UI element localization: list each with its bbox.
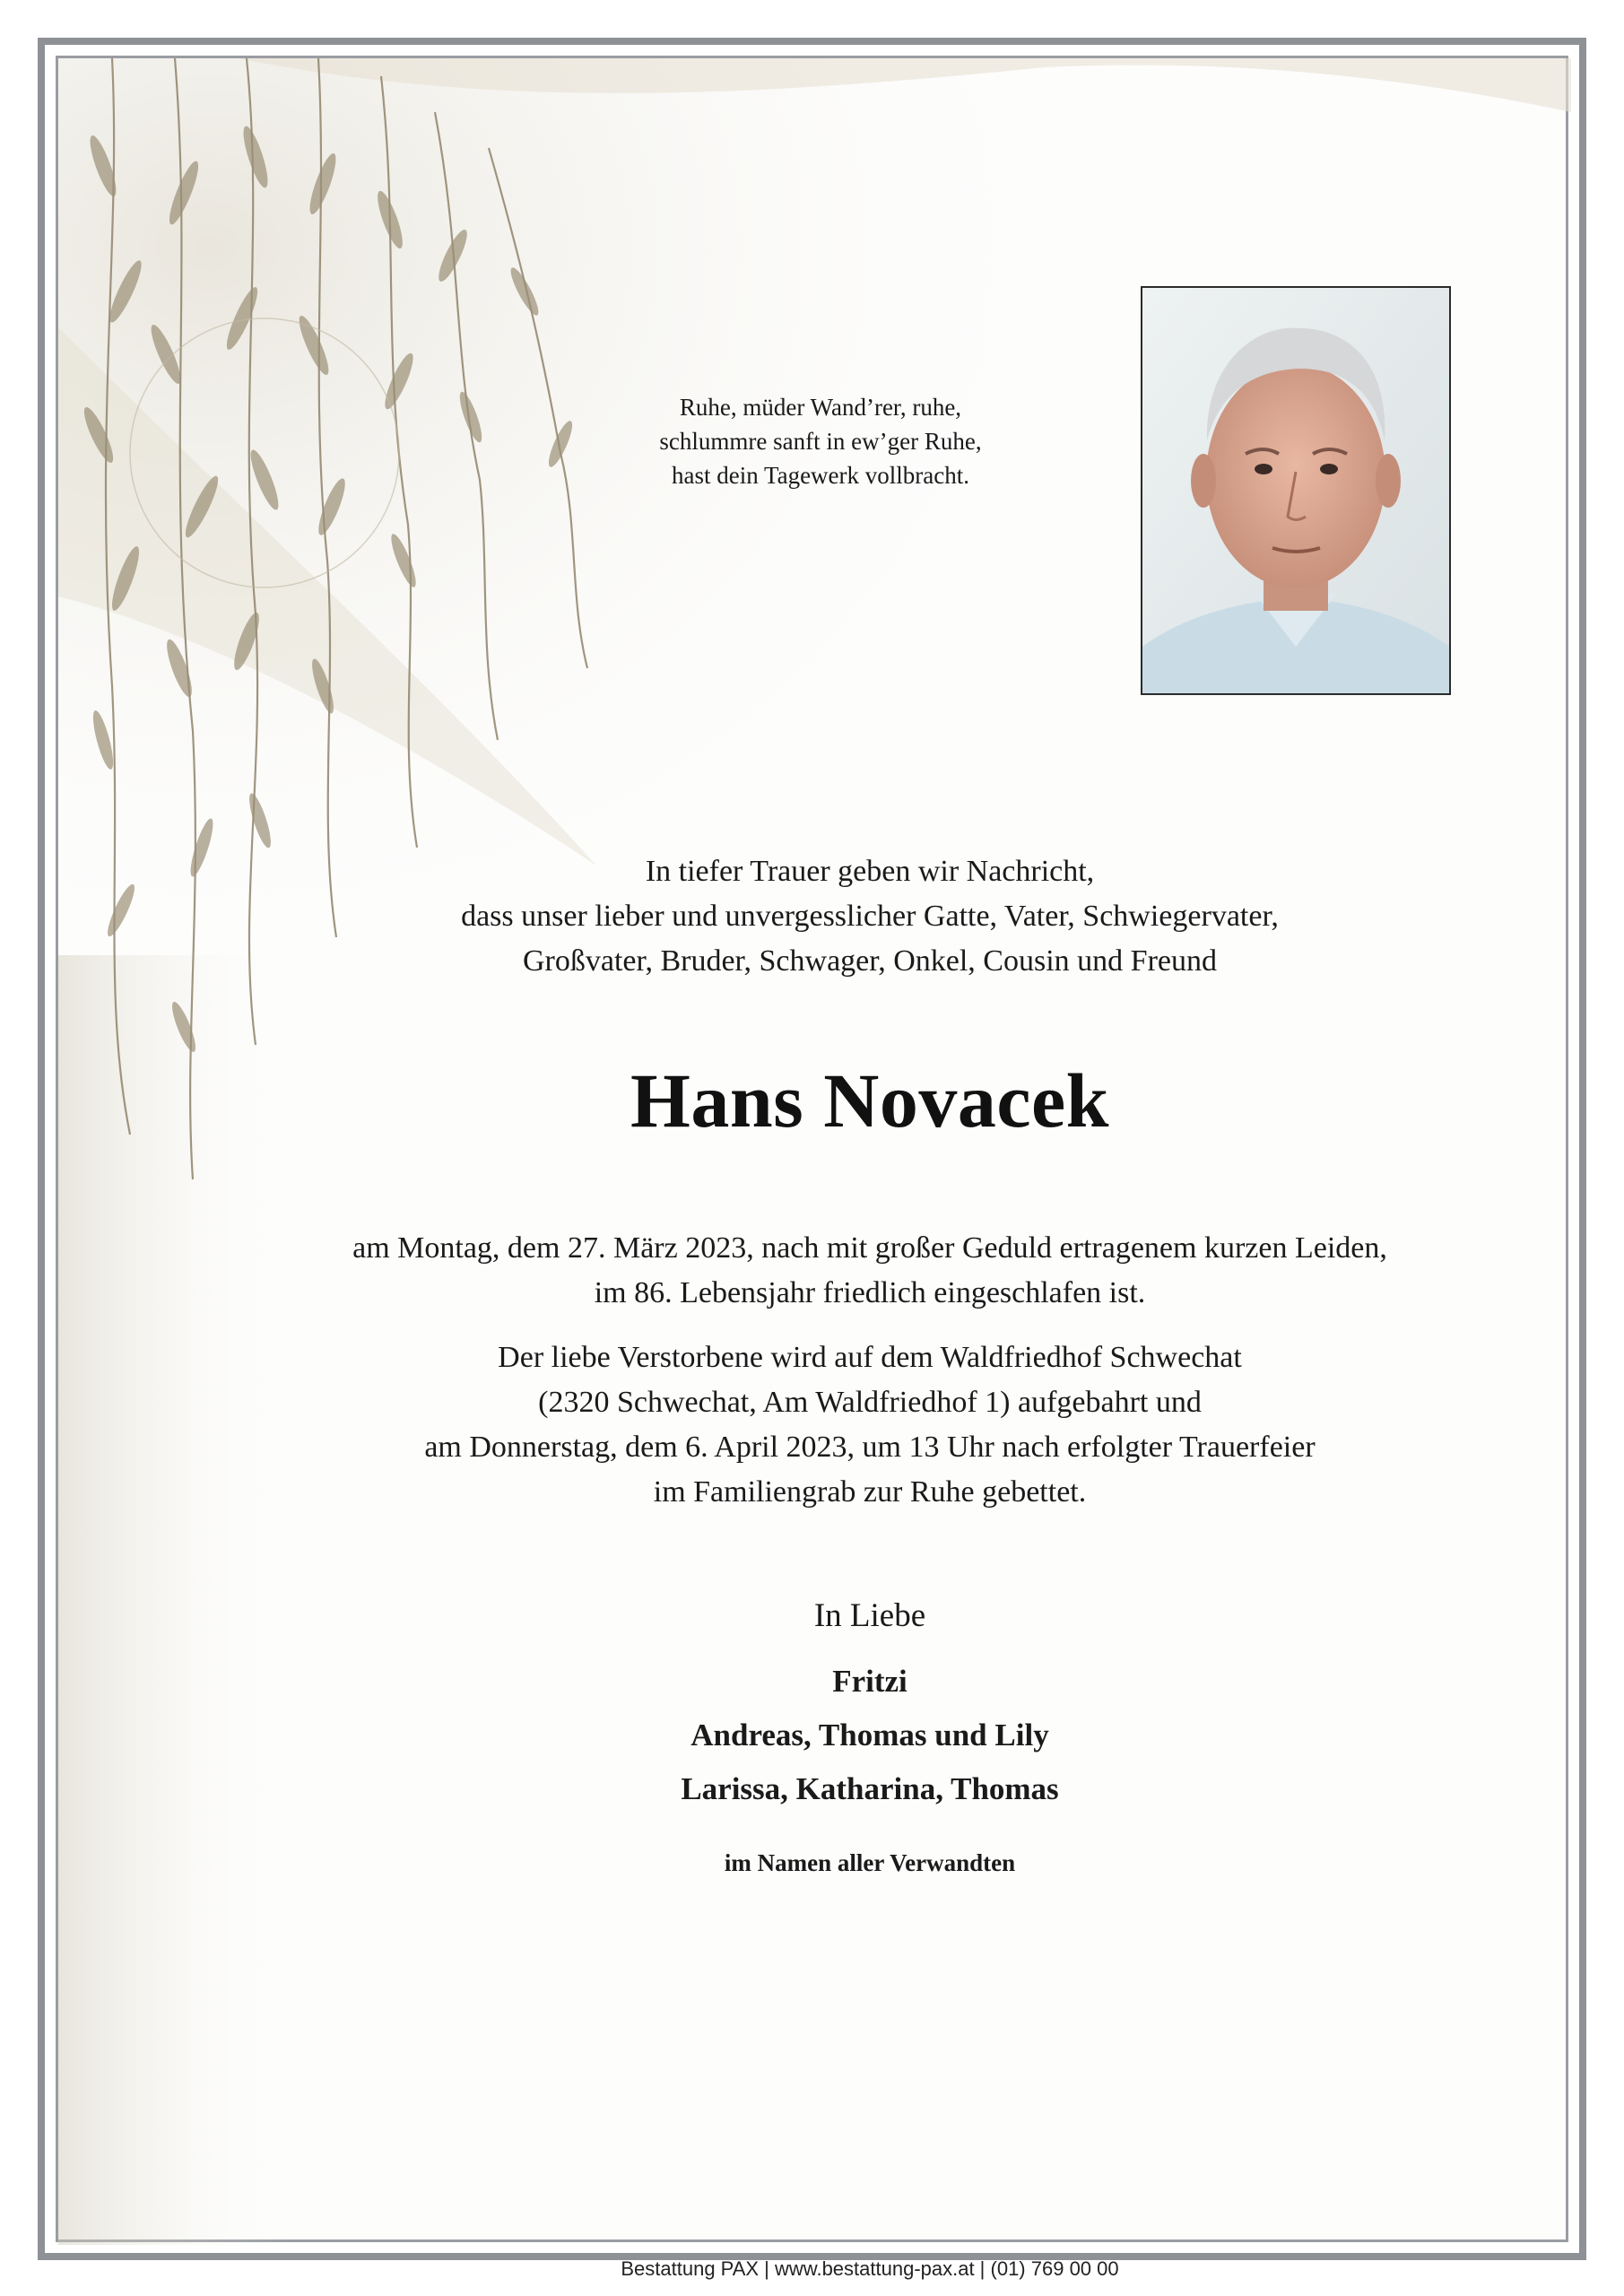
relatives-note: im Namen aller Verwandten — [724, 1849, 1016, 1876]
closing-greeting: In Liebe — [813, 1597, 926, 1634]
death-line: im 86. Lebensjahr friedlich eingeschlafen ist. — [594, 1276, 1146, 1309]
funeral-line: Der liebe Verstorbene wird auf dem Waldfriedhof Schwechat — [498, 1341, 1242, 1374]
poem-line: schlummre sanft in ew’ger Ruhe, — [659, 428, 982, 455]
family-names — [220, 1655, 1520, 1816]
poem-line: hast dein Tagewerk vollbracht. — [671, 462, 969, 489]
death-notice — [202, 1226, 1538, 1316]
intro-line: Großvater, Bruder, Schwager, Onkel, Cousin und Freund — [523, 944, 1217, 978]
funeral-line: im Familiengrab zur Ruhe gebettet. — [653, 1475, 1087, 1509]
intro-announcement — [220, 849, 1520, 984]
memorial-poem — [632, 390, 1009, 492]
funeral-line: am Donnerstag, dem 6. April 2023, um 13 Uhr nach erfolgter Trauerfeier — [424, 1431, 1316, 1464]
poem-line: Ruhe, müder Wand’rer, ruhe, — [679, 394, 962, 421]
portrait-photo — [1141, 286, 1451, 695]
death-line: am Montag, dem 27. März 2023, nach mit großer Geduld ertragenem kurzen Leiden, — [352, 1231, 1387, 1265]
intro-line: In tiefer Trauer geben wir Nachricht, — [645, 855, 1095, 888]
funeral-details — [202, 1335, 1538, 1515]
family-line: Larissa, Katharina, Thomas — [681, 1771, 1059, 1806]
intro-line: dass unser lieber und unvergesslicher Gatte, Vater, Schwiegervater, — [461, 900, 1279, 933]
family-line: Andreas, Thomas und Lily — [690, 1718, 1049, 1752]
family-line: Fritzi — [832, 1664, 908, 1699]
obituary-card — [56, 56, 1568, 2280]
funeral-home-footer: Bestattung PAX | www.bestattung-pax.at | (01) 769 00 00 — [621, 2257, 1119, 2280]
funeral-line: (2320 Schwechat, Am Waldfriedhof 1) aufgebahrt und — [538, 1386, 1202, 1419]
deceased-name: Hans Novacek — [630, 1057, 1109, 1144]
